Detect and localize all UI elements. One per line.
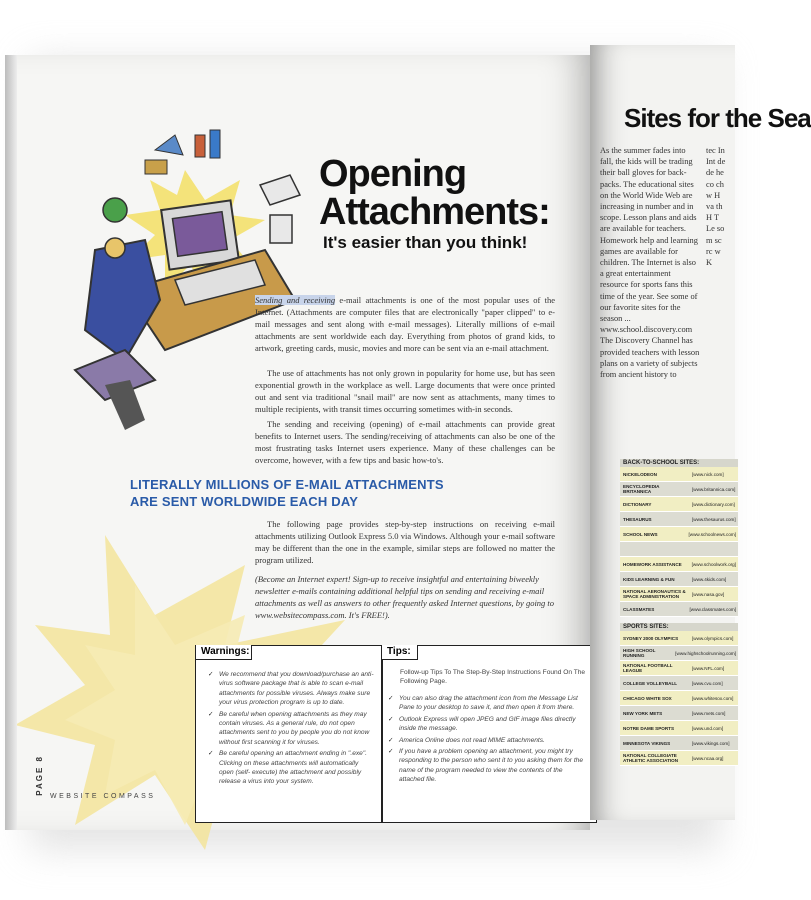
pull-headline bbox=[130, 476, 444, 510]
site-url[interactable]: [www.whitesox.com] bbox=[692, 695, 734, 701]
promo-text: (Become an Internet expert! Sign-up to receive insightful and entertaining biweekly newsletter e-mails containing additional helpful tips on sending and receiving e-mail attachments as well as answers to other frequently asked Internet questions, by going to www.websitecompass.com. It's FREE!). bbox=[255, 574, 555, 620]
site-name: KIDS LEARNING & FUN bbox=[623, 576, 675, 582]
warning-item: ✓ We recommend that you download/purchase an anti-virus software package that is able to scan e-mail attachments for possible viruses. Always make sure your virus protection program is up to date. bbox=[208, 670, 374, 708]
site-name: NATIONAL AERONAUTICS & SPACE ADMINISTRATION bbox=[623, 589, 686, 599]
site-url[interactable]: [www.vikings.com] bbox=[692, 740, 730, 746]
headline-line-2: ARE SENT WORLDWIDE EACH DAY bbox=[130, 494, 359, 509]
site-url[interactable]: [www.ncaa.org] bbox=[692, 755, 724, 761]
paragraph-1-text: e-mail attachments is one of the most popular uses of the Internet. (Attachments are computer files that are electronically "paper clipped" to e-mail messages and sent along with e-mail messages). Literally millions of e-mail attachments are sent worldwide each day. Everything from photos of grand kids, to artwork, greeting cards, music, movies and more can be sent via an e-mail attachment. bbox=[255, 295, 555, 353]
site-row bbox=[620, 542, 738, 557]
sites-table bbox=[620, 457, 738, 766]
site-name: HIGH SCHOOL RUNNING bbox=[623, 648, 656, 658]
right-page bbox=[590, 45, 811, 820]
site-row bbox=[620, 631, 738, 646]
site-url[interactable]: [www.mets.com] bbox=[692, 710, 726, 716]
right-page-text: As the summer fades into fall, the kids will be trading their ball gloves for back-packs. The educational sites on the World Wide Web are increasing in number and in scope. Lesson plans and aids are available for teachers. Homework help and learning games are available for children. The Internet is also a great entertainment resource for sports fans this time of the year. See some of our favorite sites for the season ... www.school.discovery.com The Discovery Channel has provided teachers with lesson plans on a variety of subjects from ancient history to bbox=[600, 146, 700, 380]
title-line-1: Opening bbox=[319, 153, 467, 195]
warning-item: ✓ Be careful opening an attachment ending in ".exe". Clicking on these attachments will automatically open (self- execute) the attachment and possibly release a virus into your system. bbox=[208, 749, 374, 787]
site-url[interactable]: [www.nasa.gov] bbox=[692, 591, 725, 597]
site-url[interactable]: [www.nick.com] bbox=[692, 471, 724, 477]
title-line-2: Attachments: bbox=[319, 191, 550, 233]
site-name: NATIONAL COLLEGIATE ATHLETIC ASSOCIATION bbox=[623, 753, 679, 763]
tip-item: ✓ Outlook Express will open JPEG and GIF image files directly inside the message. bbox=[388, 715, 584, 734]
site-url[interactable]: [www.cvu.com] bbox=[692, 680, 723, 686]
site-url[interactable]: [www.schoolwork.org] bbox=[691, 561, 736, 567]
site-row bbox=[620, 661, 738, 676]
site-url[interactable]: [www.britannica.com] bbox=[692, 486, 736, 492]
site-name: CHICAGO WHITE SOX bbox=[623, 695, 672, 701]
right-page-column-2: tec In Int de de he co ch w H va th H T Le so m sc rc w K bbox=[706, 146, 726, 268]
tips-header: Tips: bbox=[381, 645, 418, 660]
site-row bbox=[620, 512, 738, 527]
site-url[interactable]: [www.olympics.com] bbox=[692, 635, 734, 641]
site-row bbox=[620, 646, 738, 661]
site-row bbox=[620, 676, 738, 691]
paragraph-4: The following page provides step-by-step instructions on receiving e-mail attachments utilizing Outlook Express 5.0 via Windows. Although your e-mail software may be different than the one in the example, similar steps are followed no matter the program utilized. bbox=[255, 519, 555, 565]
site-name: NICKELODEON bbox=[623, 471, 657, 477]
sports-header: SPORTS SITES: bbox=[620, 623, 738, 631]
headline-line-1: LITERALLY MILLIONS OF E-MAIL ATTACHMENTS bbox=[130, 477, 444, 492]
site-url[interactable] bbox=[690, 548, 738, 550]
site-name: THESAURUS bbox=[623, 516, 652, 522]
site-row bbox=[620, 736, 738, 751]
warnings-list bbox=[208, 670, 374, 789]
paragraph-3: The sending and receiving (opening) of e-mail attachments can provide great benefits to Internet users. The sending/receiving of attachments can also be one of the most frustrating tasks Internet users experience. Many of these challenges can be overcome, however, with a few tips and basic how-to's. bbox=[255, 419, 555, 465]
site-name: SYDNEY 2000 OLYMPICS bbox=[623, 635, 679, 641]
site-url[interactable]: [www.classmates.com] bbox=[689, 606, 736, 612]
tip-item: ✓ America Online does not read MIME attachments. bbox=[388, 736, 584, 745]
site-row bbox=[620, 482, 738, 497]
site-url[interactable]: [www.dictionary.com] bbox=[692, 501, 735, 507]
back-to-school-header: BACK-TO-SCHOOL SITES: bbox=[620, 459, 738, 467]
site-url[interactable]: [www.4kids.com] bbox=[692, 576, 727, 582]
site-row bbox=[620, 467, 738, 482]
site-url[interactable]: [www.NFL.com] bbox=[692, 665, 725, 671]
site-url[interactable]: [www.thesaurus.com] bbox=[692, 516, 736, 522]
box-divider bbox=[381, 646, 383, 822]
site-name: COLLEGE VOLLEYBALL bbox=[623, 680, 678, 686]
site-name: CLASSMATES bbox=[623, 606, 655, 612]
article-title bbox=[319, 155, 550, 231]
site-row bbox=[620, 527, 738, 542]
warning-item: ✓ Be careful when opening attachments as they may contain viruses. As a general rule, do not open attachments sent to you by people you do not know without first scanning it for viruses. bbox=[208, 710, 374, 748]
paragraph-2: The use of attachments has not only grown in popularity for home use, but has seen exponential growth in the workplace as well. Large documents that were once printed out and sent via traditional "snail mail" are now sent as attachments, many times to multiple recipients, with transit times occurring sometimes with-in seconds. bbox=[255, 368, 555, 414]
site-row bbox=[620, 602, 738, 617]
left-page bbox=[5, 55, 590, 830]
site-row bbox=[620, 497, 738, 512]
footer-brand: WEBSITE COMPASS bbox=[50, 793, 156, 800]
site-name: ENCYCLOPEDIA BRITANNICA bbox=[623, 484, 660, 494]
site-name: NEW YORK METS bbox=[623, 710, 663, 716]
site-row bbox=[620, 691, 738, 706]
site-row bbox=[620, 706, 738, 721]
site-row bbox=[620, 557, 738, 572]
site-name: DICTIONARY bbox=[623, 501, 652, 507]
site-row bbox=[620, 751, 738, 766]
sports-list bbox=[620, 631, 738, 766]
page-number-label: PAGE 8 bbox=[35, 755, 44, 796]
site-name: HOMEWORK ASSISTANCE bbox=[623, 561, 682, 567]
site-name: SCHOOL NEWS bbox=[623, 531, 658, 537]
warnings-tips-box bbox=[195, 645, 597, 823]
page-edge bbox=[5, 55, 17, 830]
paragraph-1 bbox=[255, 294, 555, 354]
tip-item: ✓ If you have a problem opening an attachment, you might try responding to the person who sent it to you asking them for the name of the program needed to view the contents of the attached file. bbox=[388, 747, 584, 785]
back-to-school-list bbox=[620, 467, 738, 617]
tip-item: ✓ You can also drag the attachment icon from the Message List Pane to your desktop to save it, and then open it from there. bbox=[388, 694, 584, 713]
site-name: NOTRE DAME SPORTS bbox=[623, 725, 675, 731]
site-row bbox=[620, 572, 738, 587]
site-name: NATIONAL FOOTBALL LEAGUE bbox=[623, 663, 673, 673]
right-page-title: Sites for the Sea bbox=[624, 103, 811, 133]
article-subtitle: It's easier than you think! bbox=[323, 233, 528, 252]
site-url[interactable]: [www.schoolnews.com] bbox=[688, 531, 736, 537]
site-name: MINNESOTA VIKINGS bbox=[623, 740, 671, 746]
tips-list bbox=[388, 694, 584, 787]
site-url[interactable]: [www.und.com] bbox=[692, 725, 724, 731]
site-row bbox=[620, 587, 738, 602]
site-row bbox=[620, 721, 738, 736]
site-url[interactable]: [www.highschoolrunning.com] bbox=[675, 650, 736, 656]
site-name bbox=[620, 548, 690, 550]
tips-intro: Follow-up Tips To The Step-By-Step Instructions Found On The Following Page. bbox=[400, 669, 586, 686]
highlighted-text: Sending and receiving bbox=[255, 295, 336, 305]
warnings-header: Warnings: bbox=[196, 645, 252, 660]
